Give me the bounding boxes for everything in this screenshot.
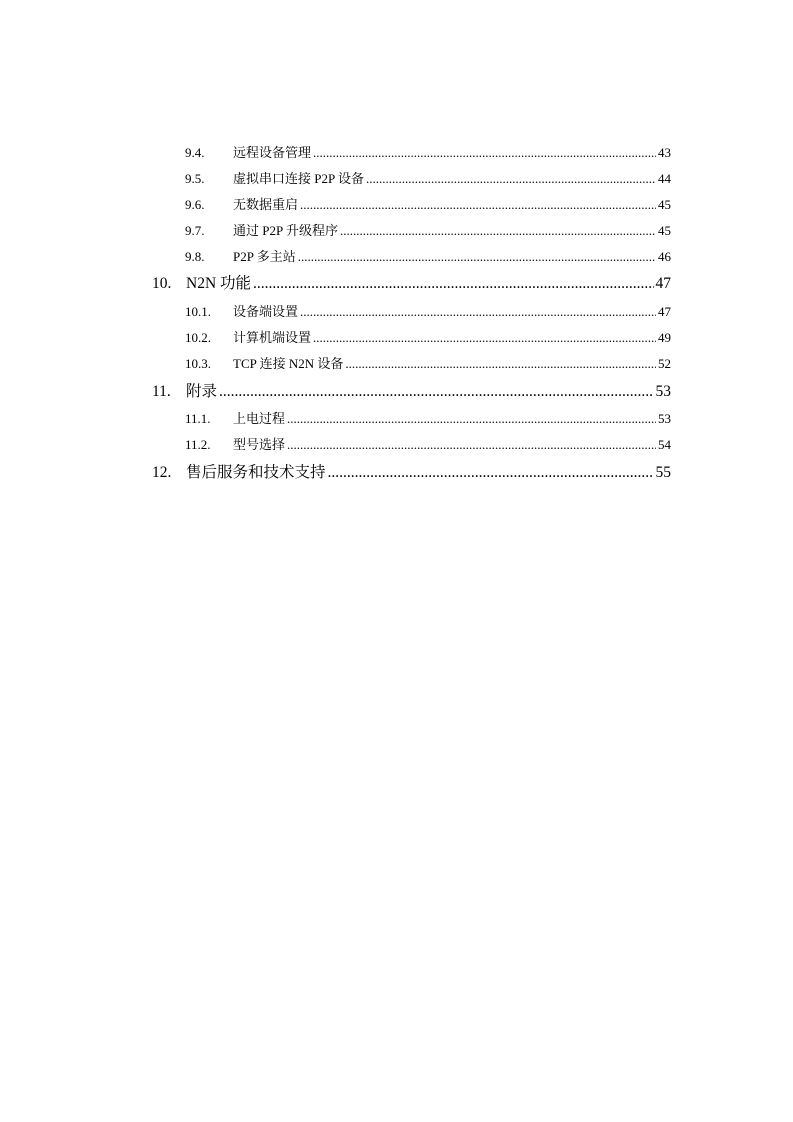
toc-entry-page: 53 — [655, 383, 671, 400]
toc-entry-body — [233, 410, 671, 428]
toc-entry-number: 9.5. — [185, 171, 205, 186]
toc-entry-number: 11.1. — [185, 411, 211, 426]
toc-entry-page: 46 — [658, 249, 671, 264]
toc-entry-title: 无数据重启 — [233, 197, 299, 212]
toc-entry-body — [233, 196, 671, 214]
toc-entry[interactable] — [0, 144, 793, 162]
toc-entry-page: 45 — [658, 197, 671, 212]
dot-leader — [313, 144, 656, 162]
toc-entry-page: 43 — [658, 145, 671, 160]
dot-leader — [298, 248, 656, 266]
dot-leader — [287, 436, 656, 454]
toc-entry-body — [186, 274, 671, 294]
toc-entry-body — [186, 382, 671, 402]
toc-entry-title: 虚拟串口连接 P2P 设备 — [233, 171, 364, 186]
toc-entry-number: 11.2. — [185, 437, 211, 452]
toc-entry-body — [186, 463, 671, 483]
toc-entry[interactable] — [0, 170, 793, 188]
toc-chapter-entry[interactable] — [0, 274, 793, 294]
toc-entry-body — [233, 436, 671, 454]
toc-entry-number: 9.6. — [185, 197, 205, 212]
toc-entry-title: 售后服务和技术支持 — [186, 464, 326, 481]
toc-entry-title: 远程设备管理 — [233, 145, 312, 160]
toc-entry-page: 54 — [658, 437, 671, 452]
toc-entry-title: 上电过程 — [233, 411, 286, 426]
toc-chapter-entry[interactable] — [0, 463, 793, 483]
dot-leader — [300, 303, 656, 321]
toc-entry-number: 10.1. — [185, 304, 211, 319]
toc-entry-page: 52 — [658, 356, 671, 371]
toc-entry-body — [233, 170, 671, 188]
toc-entry-number: 11. — [152, 383, 171, 400]
toc-entry[interactable] — [0, 355, 793, 373]
toc-entry-page: 53 — [658, 411, 671, 426]
toc-entry-page: 55 — [655, 464, 671, 481]
toc-entry-title: 计算机端设置 — [233, 330, 312, 345]
toc-entry-page: 47 — [655, 275, 671, 292]
toc-entry[interactable] — [0, 196, 793, 214]
toc-entry-title: 附录 — [186, 383, 218, 400]
dot-leader — [328, 463, 654, 483]
toc-entry-body — [233, 329, 671, 347]
toc-entry-title: 通过 P2P 升级程序 — [233, 223, 338, 238]
toc-entry-number: 10.3. — [185, 356, 211, 371]
toc-entry-body — [233, 355, 671, 373]
toc-entry-number: 10.2. — [185, 330, 211, 345]
toc-entry-title: 型号选择 — [233, 437, 286, 452]
dot-leader — [366, 170, 656, 188]
dot-leader — [253, 274, 653, 294]
toc-entry-body — [233, 222, 671, 240]
toc-entry[interactable] — [0, 303, 793, 321]
dot-leader — [345, 355, 656, 373]
dot-leader — [313, 329, 656, 347]
toc-entry-page: 49 — [658, 330, 671, 345]
toc-entry-number: 10. — [152, 275, 172, 292]
dot-leader — [219, 382, 653, 402]
toc-entry-title: N2N 功能 — [186, 275, 252, 292]
toc-entry-number: 9.8. — [185, 249, 205, 264]
toc-entry[interactable] — [0, 436, 793, 454]
toc-entry-number: 9.7. — [185, 223, 205, 238]
toc-entry-page: 44 — [658, 171, 671, 186]
toc-entry-title: TCP 连接 N2N 设备 — [233, 356, 344, 371]
toc-entry-body — [233, 248, 671, 266]
toc-entry-number: 12. — [152, 464, 172, 481]
dot-leader — [287, 410, 656, 428]
dot-leader — [300, 196, 656, 214]
toc-entry[interactable] — [0, 248, 793, 266]
toc-entry[interactable] — [0, 329, 793, 347]
toc-chapter-entry[interactable] — [0, 382, 793, 402]
toc-entry-page: 45 — [658, 223, 671, 238]
toc-entry-title: P2P 多主站 — [233, 249, 296, 264]
toc-entry-title: 设备端设置 — [233, 304, 299, 319]
toc-entry-page: 47 — [658, 304, 671, 319]
toc-entry[interactable] — [0, 410, 793, 428]
toc-entry-number: 9.4. — [185, 145, 205, 160]
dot-leader — [340, 222, 656, 240]
toc-entry-body — [233, 144, 671, 162]
toc-entry-body — [233, 303, 671, 321]
toc-entry[interactable] — [0, 222, 793, 240]
